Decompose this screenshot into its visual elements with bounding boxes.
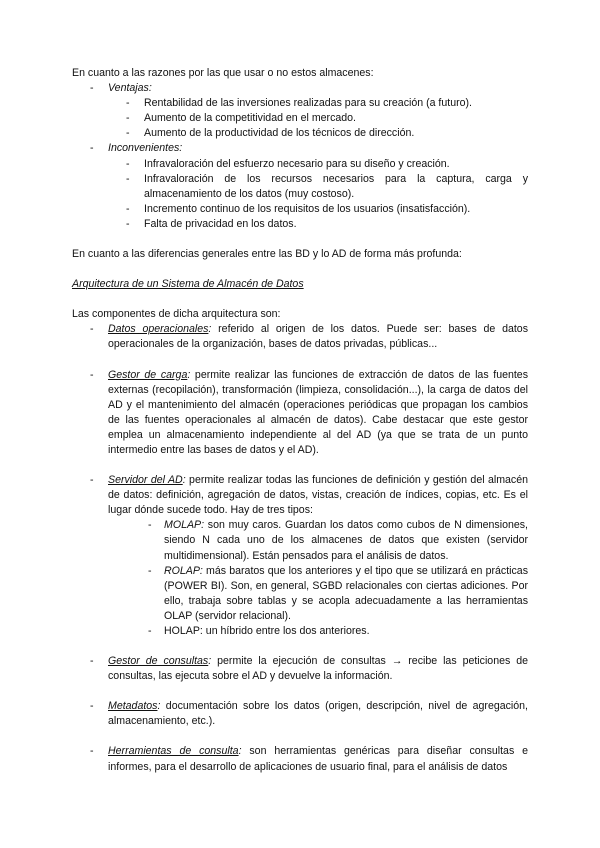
inconveniente-item: - Falta de privacidad en los datos. bbox=[126, 217, 297, 230]
component-gestor-carga: - Gestor de carga: permite realizar las funciones de extracción de datos de las fuentes externas (recopilación), transformación (limpieza, consolidación...), la carga de datos del AD y el mantenimiento del almacén (operaciones periódicas que propagan los cambios de las fuentes operacionales al almacén de datos). Cabe destacar que este gestor emplea un almacenamiento independiente al del AD (ya que se trata de un punto intermedio entre las bases de datos y el AD). bbox=[90, 368, 529, 456]
component-gestor-consultas: - Gestor de consultas: permite la ejecución de consultas → recibe las peticiones de consultas, las ejecuta sobre el AD y devuelve la información. bbox=[90, 655, 529, 683]
inconveniente-item: - Infravaloración del esfuerzo necesario para su diseño y creación. bbox=[126, 157, 450, 170]
inconveniente-item: - Incremento continuo de los requisitos de los usuarios (insatisfacción). bbox=[126, 202, 471, 215]
term-servidor-ad: Servidor del AD bbox=[108, 474, 183, 487]
ventaja-item: - Aumento de la competitividad en el mercado. bbox=[126, 112, 356, 125]
ventajas-label: Ventajas bbox=[108, 82, 149, 95]
component-datos-operacionales: - Datos operacionales: referido al origen de los datos. Puede ser: bases de datos operacionales de la organización, bases de datos privadas, públicas... bbox=[90, 323, 528, 351]
inconveniente-item: - Infravaloración de los recursos necesarios para la captura, carga y almacenamiento de los datos (muy costoso). bbox=[126, 172, 528, 200]
intro-reasons: En cuanto a las razones por las que usar o no estos almacenes: bbox=[72, 67, 374, 79]
server-type-rolap: - ROLAP: más baratos que los anteriores y el tipo que se utilizará en prácticas (POWER BI). Son, en general, SGBD relacionales con ciertas adiciones. Por ello, trabaja sobre tablas y se acopla adecuadamente a las herramientas OLAP (servidor relacional). bbox=[148, 564, 528, 622]
term-molap: MOLAP bbox=[164, 519, 202, 532]
ventaja-item: - Rentabilidad de las inversiones realizadas para su creación (a futuro). bbox=[126, 97, 472, 110]
term-datos-operacionales: Datos operacionales bbox=[108, 323, 209, 336]
components-intro: Las componentes de dicha arquitectura son: bbox=[72, 308, 281, 321]
component-herramientas-consulta: - Herramientas de consulta: son herramientas genéricas para diseñar consultas e informes, para el desarrollo de aplicaciones de usuario final, para el análisis de datos bbox=[90, 745, 528, 773]
ventajas-item: - Ventajas: bbox=[72, 81, 528, 96]
inconvenientes-item: - Inconvenientes: bbox=[90, 142, 183, 155]
term-herramientas-consulta: Herramientas de consulta bbox=[108, 745, 239, 758]
term-gestor-carga: Gestor de carga bbox=[108, 368, 188, 381]
document-body bbox=[72, 66, 528, 775]
term-gestor-consultas: Gestor de consultas bbox=[108, 655, 209, 668]
inconvenientes-label: Inconvenientes bbox=[108, 142, 180, 155]
component-metadatos: - Metadatos: documentación sobre los datos (origen, descripción, nivel de agregación, almacenamiento, etc.). bbox=[90, 700, 528, 728]
term-rolap: ROLAP bbox=[164, 564, 200, 577]
server-type-molap: - MOLAP: son muy caros. Guardan los datos como cubos de N dimensiones, siendo N cada uno de los almacenes de datos que existen (servidor multidimensional). Están pensados para el análisis de datos. bbox=[148, 519, 528, 562]
section-heading: Arquitectura de un Sistema de Almacén de Datos bbox=[72, 278, 304, 291]
server-type-holap: - HOLAP: un híbrido entre los dos anteriores. bbox=[148, 625, 370, 637]
term-metadatos: Metadatos bbox=[108, 700, 158, 713]
intro-diferencias: En cuanto a las diferencias generales entre las BD y lo AD de forma más profunda: bbox=[72, 248, 462, 261]
bullet-dash: - bbox=[90, 82, 94, 95]
ventaja-item: - Aumento de la productividad de los técnicos de dirección. bbox=[126, 127, 415, 140]
component-servidor-ad: - Servidor del AD: permite realizar todas las funciones de definición y gestión del almacén de datos: definición, agregación de datos, vistas, creación de índices, copias, etc. Es el lugar dónde sucede todo. Hay de tres tipos: - MOLAP: son muy caros. Guardan los datos como cubos de N dimensiones, siendo N cada uno de los almacenes de datos que existen (servidor multidimensional). Están pensados para el análisis de datos. - ROLAP: más baratos que los anteriores y el tipo que se utilizará en prácticas (POWER BI). Son, en general, SGBD relacionales con ciertas adiciones. Por ello, trabaja sobre tablas y se acopla adecuadamente a las herramientas OLAP (servidor relacional). - HOLAP: un híbrido entre los dos anteriores. bbox=[72, 473, 528, 639]
